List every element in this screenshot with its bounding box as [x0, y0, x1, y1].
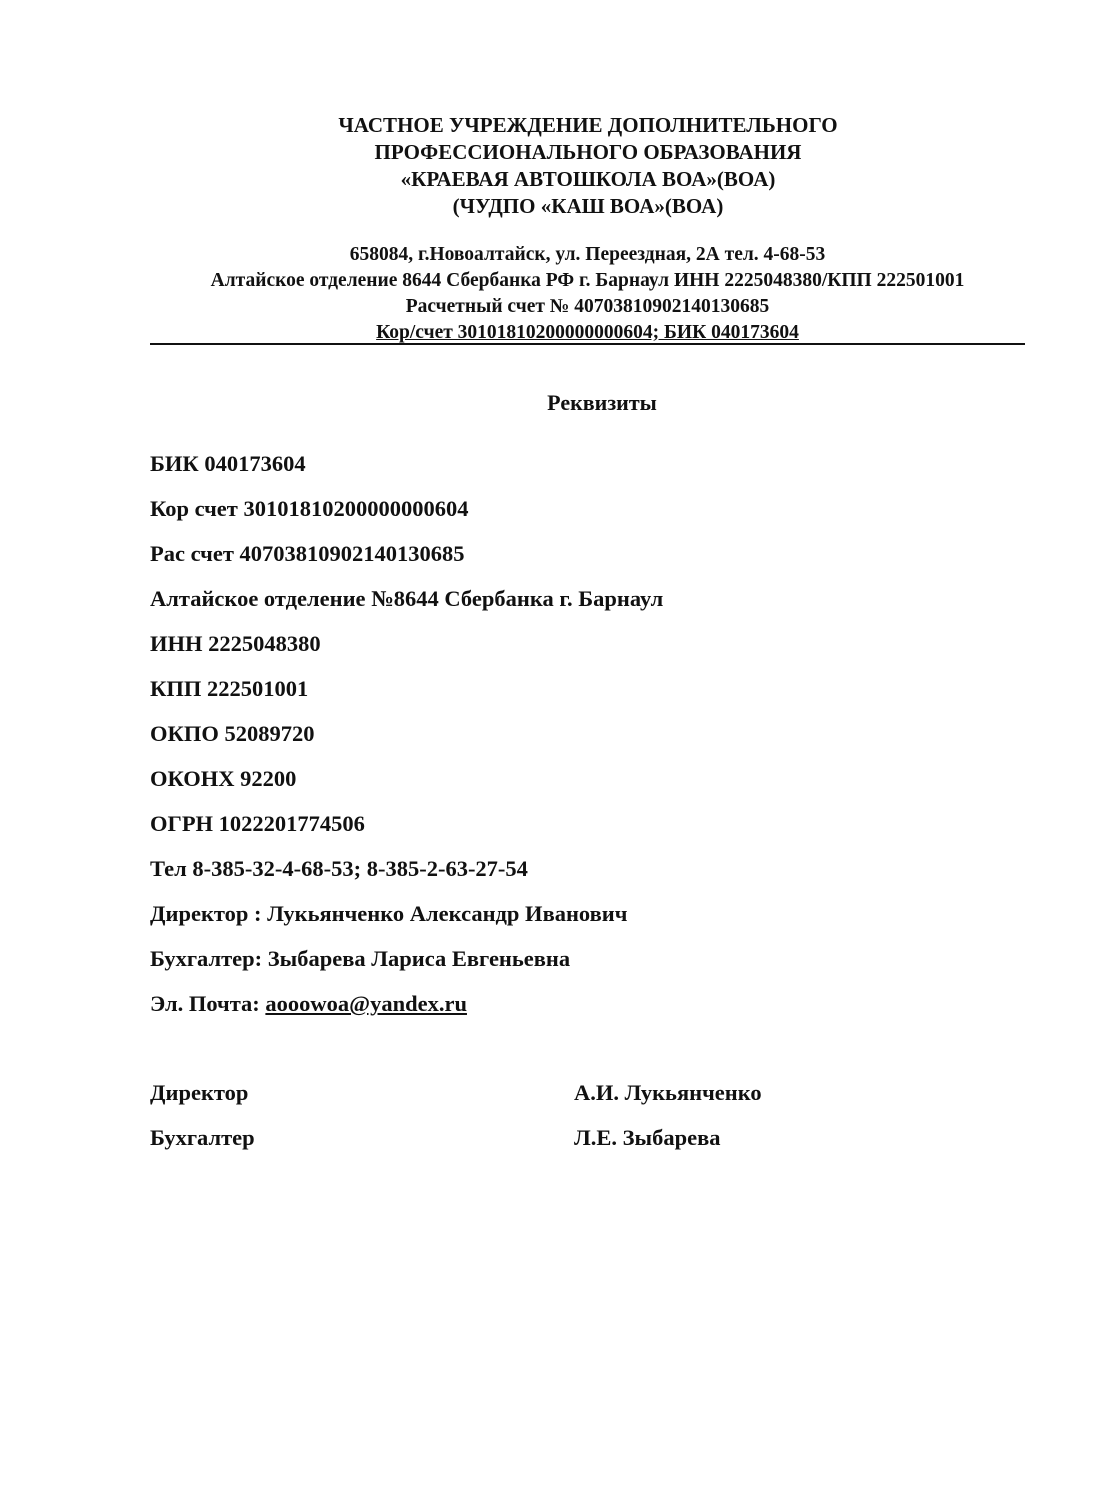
requisite-account: Рас счет 40703810902140130685 — [150, 541, 465, 566]
contact-address: 658084, г.Новоалтайск, ул. Переездная, 2А тел. 4-68-53 — [349, 244, 826, 265]
requisite-email-row — [150, 989, 1050, 1034]
signature-director-name: А.И. Лукьянченко — [574, 1080, 762, 1105]
requisite-bik: БИК 040173604 — [150, 451, 306, 476]
signature-accountant-name: Л.Е. Зыбарева — [574, 1125, 721, 1150]
signature-block — [150, 1078, 1050, 1168]
requisite-accountant: Бухгалтер: Зыбарева Лариса Евгеньевна — [150, 946, 571, 971]
signature-director-role: Директор — [150, 1080, 249, 1105]
document-title: Реквизиты — [547, 390, 657, 415]
header-line-4: (ЧУДПО «КАШ ВОА»(ВОА) — [452, 194, 724, 218]
requisite-bank: Алтайское отделение №8644 Сбербанка г. Барнаул — [150, 586, 664, 611]
requisite-inn: ИНН 2225048380 — [150, 631, 321, 656]
requisite-kpp: КПП 222501001 — [150, 676, 309, 701]
signature-accountant-role: Бухгалтер — [150, 1125, 255, 1150]
contact-block — [150, 242, 1025, 346]
header-line-3: «КРАЕВАЯ АВТОШКОЛА ВОА»(ВОА) — [400, 167, 776, 191]
requisite-okpo: ОКПО 52089720 — [150, 721, 315, 746]
requisites-list — [150, 449, 1050, 1034]
requisite-ogrn: ОГРН 1022201774506 — [150, 811, 365, 836]
signature-row-director — [150, 1078, 1050, 1123]
email-label: Эл. Почта: — [150, 991, 266, 1016]
organization-header — [0, 112, 1104, 220]
contact-bank: Алтайское отделение 8644 Сбербанка РФ г. Барнаул ИНН 2225048380/КПП 222501001 — [210, 270, 965, 291]
contact-corr-account: Кор/счет 30101810200000000604; БИК 040173604 — [376, 322, 799, 343]
email-link[interactable]: aooowoa@yandex.ru — [265, 991, 467, 1016]
header-line-1: ЧАСТНОЕ УЧРЕЖДЕНИЕ ДОПОЛНИТЕЛЬНОГО — [338, 113, 838, 137]
header-divider — [150, 343, 1025, 345]
requisite-okonh: ОКОНХ 92200 — [150, 766, 297, 791]
requisite-corr-account: Кор счет 30101810200000000604 — [150, 496, 469, 521]
signature-row-accountant — [150, 1123, 1050, 1168]
contact-account: Расчетный счет № 40703810902140130685 — [405, 296, 770, 317]
requisite-phone: Тел 8-385-32-4-68-53; 8-385-2-63-27-54 — [150, 856, 528, 881]
header-line-2: ПРОФЕССИОНАЛЬНОГО ОБРАЗОВАНИЯ — [374, 140, 802, 164]
requisite-director: Директор : Лукьянченко Александр Иванович — [150, 901, 628, 926]
